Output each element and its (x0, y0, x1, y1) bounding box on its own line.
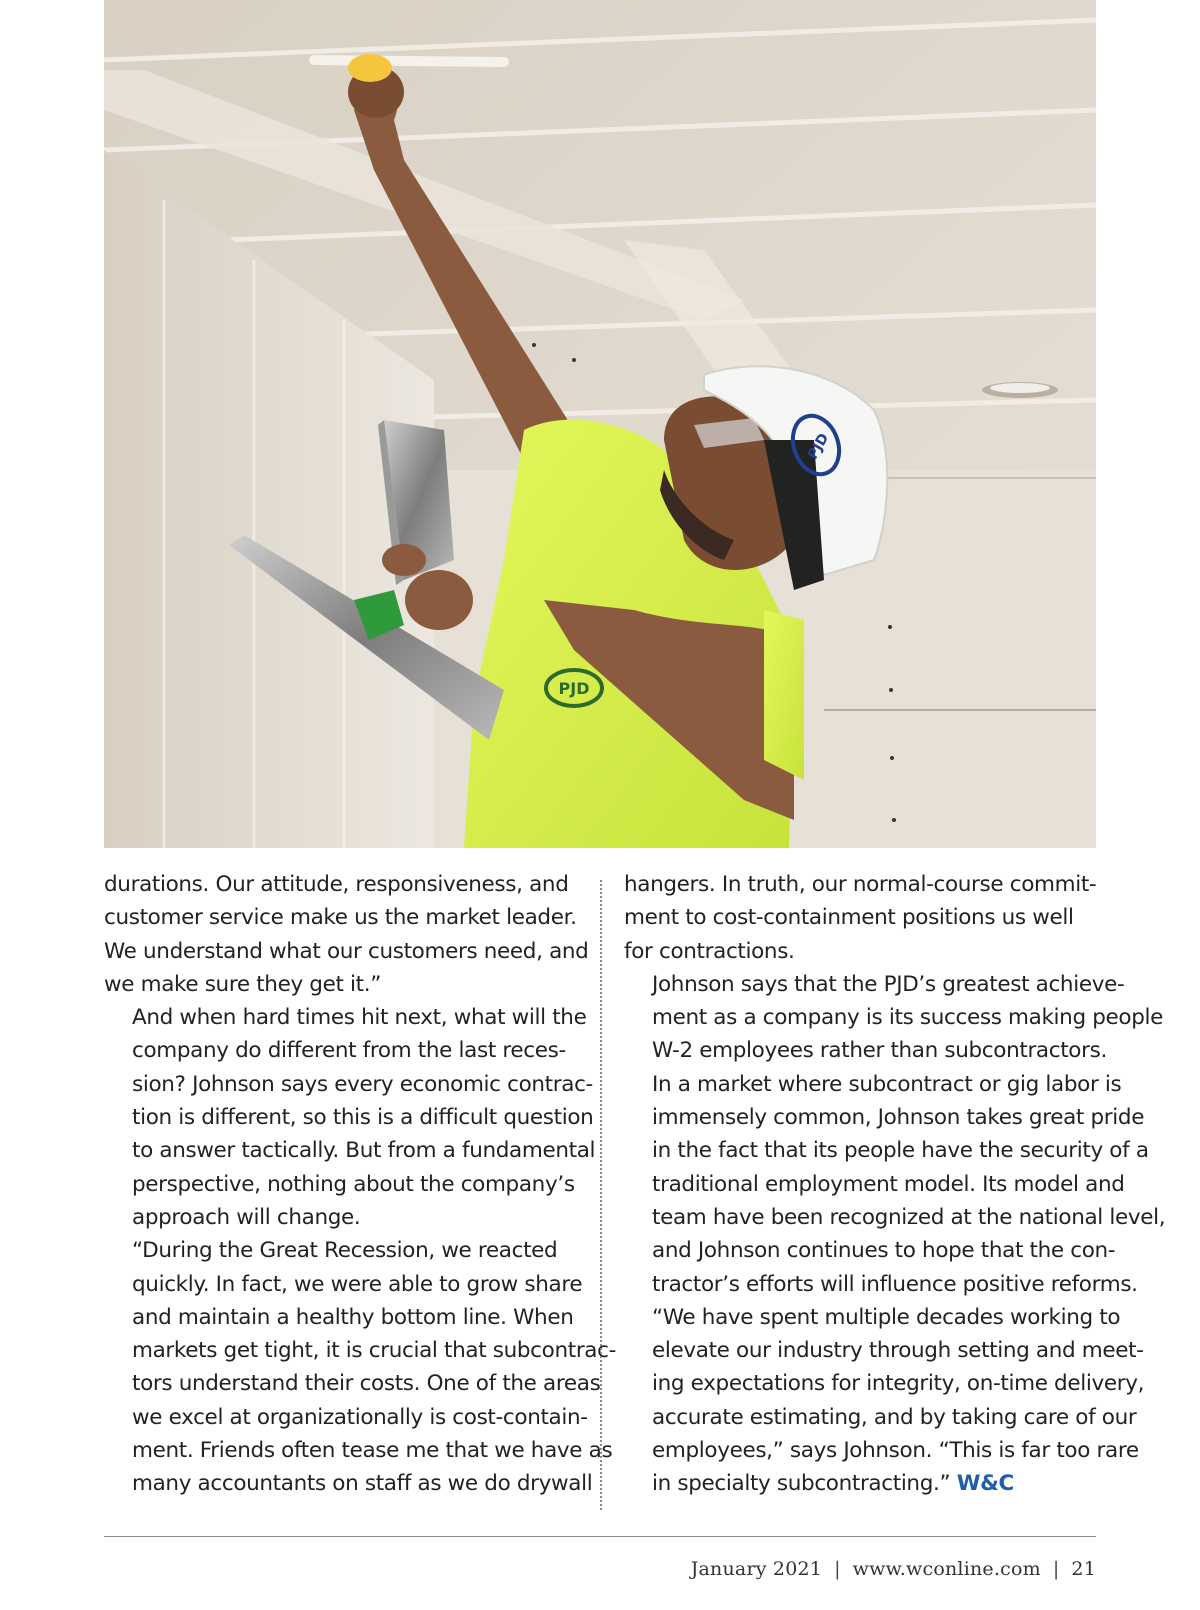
text-line: we excel at organizationally is cost-contain- (132, 1404, 588, 1430)
text-line: and maintain a healthy bottom line. When (132, 1304, 574, 1330)
article-paragraph (104, 1001, 596, 1234)
svg-text:PJD: PJD (558, 679, 590, 698)
article-column-right (624, 868, 1166, 1501)
text-line: in the fact that its people have the security of a (652, 1138, 1149, 1164)
text-line: We understand what our customers need, and (104, 938, 589, 964)
footer-rule (104, 1536, 1096, 1537)
text-line: Johnson says that the PJD’s greatest achieve- (652, 971, 1125, 997)
text-line: immensely common, Johnson takes great pride (652, 1105, 1145, 1131)
article-column-left (104, 868, 617, 1501)
article-paragraph (104, 868, 589, 1001)
text-line: tractor’s efforts will influence positive reforms. (652, 1271, 1138, 1297)
text-line: tion is different, so this is a difficult question (132, 1105, 594, 1131)
text-line: In a market where subcontract or gig labor is (652, 1071, 1122, 1097)
text-line: many accountants on staff as we do drywall (132, 1471, 593, 1497)
footer-website[interactable]: www.wconline.com (852, 1558, 1041, 1580)
article-paragraph (104, 1234, 617, 1500)
text-line: and Johnson continues to hope that the con- (652, 1238, 1116, 1264)
page-footer (691, 1558, 1096, 1580)
text-line: hangers. In truth, our normal-course commit- (624, 872, 1097, 897)
text-line (624, 1467, 1096, 1500)
text-line: customer service make us the market leader. (104, 905, 577, 931)
text-line: markets get tight, it is crucial that subcontrac- (132, 1338, 617, 1364)
text-line: to answer tactically. But from a fundamental (132, 1138, 596, 1164)
text-line: ment. Friends often tease me that we have as (132, 1438, 613, 1464)
text-line: durations. Our attitude, responsiveness, and (104, 872, 569, 897)
article-paragraph (624, 968, 1166, 1301)
text-line: “We have spent multiple decades working to (652, 1304, 1121, 1330)
column-divider (600, 880, 602, 1510)
text-line: for contractions. (624, 938, 795, 964)
text-line: company do different from the last reces- (132, 1038, 566, 1064)
end-mark: W&C (956, 1471, 1014, 1497)
article-paragraph (624, 1301, 1145, 1501)
footer-date: January 2021 (690, 1558, 823, 1580)
text-line: traditional employment model. Its model and (652, 1171, 1125, 1197)
text-line: W-2 employees rather than subcontractors. (652, 1038, 1107, 1064)
text-line-content: in specialty subcontracting.” (652, 1471, 951, 1497)
text-line: team have been recognized at the national level, (652, 1204, 1166, 1230)
drywall-worker-illustration (104, 0, 1096, 848)
text-line: ment to cost-containment positions us well (624, 905, 1074, 931)
footer-separator: | (834, 1558, 841, 1580)
text-line: quickly. In fact, we were able to grow share (132, 1271, 583, 1297)
text-line: elevate our industry through setting and meet- (652, 1338, 1144, 1364)
footer-separator: | (1052, 1558, 1060, 1580)
article-photo (104, 0, 1096, 848)
text-line: And when hard times hit next, what will the (132, 1005, 587, 1031)
text-line: ment as a company is its success making people (652, 1005, 1164, 1031)
article-paragraph (624, 868, 1096, 968)
sponge (348, 54, 392, 82)
text-line: “During the Great Recession, we reacted (132, 1238, 558, 1264)
text-line: employees,” says Johnson. “This is far too rare (652, 1438, 1139, 1464)
text-line: sion? Johnson says every economic contrac- (132, 1071, 593, 1097)
text-line: accurate estimating, and by taking care of our (652, 1404, 1137, 1430)
text-line: perspective, nothing about the company’s (132, 1171, 575, 1197)
text-line: tors understand their costs. One of the areas (132, 1371, 601, 1397)
text-line: approach will change. (132, 1204, 361, 1230)
text-line: ing expectations for integrity, on-time delivery, (652, 1371, 1145, 1397)
text-line: we make sure they get it.” (104, 971, 382, 997)
page-number: 21 (1071, 1558, 1096, 1580)
svg-text:PJD: PJD (804, 430, 833, 463)
